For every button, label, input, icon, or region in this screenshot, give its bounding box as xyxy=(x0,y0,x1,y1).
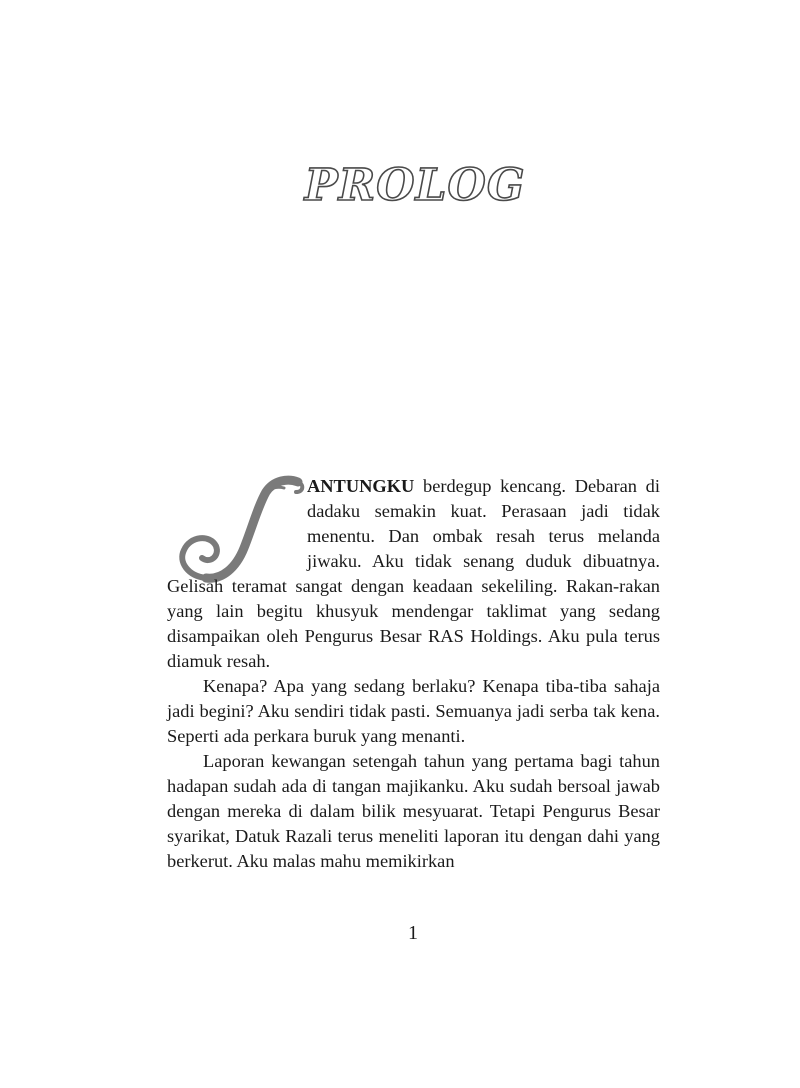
page-number: 1 xyxy=(408,922,418,944)
paragraph-3: Laporan kewangan setengah tahun yang pertama bagi tahun hadapan sudah ada di tangan majikanku. Aku sudah bersoal jawab dengan mereka di dalam bilik mesyuarat. Tetapi Pengurus Besar syarikat, Datuk Razali terus meneliti laporan itu dengan dahi yang berkerut. Aku malas mahu memikirkan xyxy=(167,751,660,871)
drop-cap-space xyxy=(167,474,307,574)
lead-word: ANTUNGKU xyxy=(307,476,415,496)
chapter-body xyxy=(167,474,660,874)
paragraph-1-text: berdegup kencang. Debaran di dadaku semakin kuat. Perasaan jadi tidak menentu. Dan ombak resah terus melanda jiwaku. Aku tidak senang duduk dibuatnya. Gelisah teramat sangat dengan keadaan sekeliling. Rakan-rakan yang lain begitu khusyuk mendengar taklimat yang sedang disampaikan oleh Pengurus Besar RAS Holdings. Aku pula terus diamuk resah. xyxy=(167,476,660,671)
chapter-title: PROLOG xyxy=(304,160,526,211)
paragraph-2: Kenapa? Apa yang sedang berlaku? Kenapa tiba-tiba sahaja jadi begini? Aku sendiri tidak pasti. Semuanya jadi serba tak kena. Seperti ada perkara buruk yang menanti. xyxy=(167,676,660,746)
